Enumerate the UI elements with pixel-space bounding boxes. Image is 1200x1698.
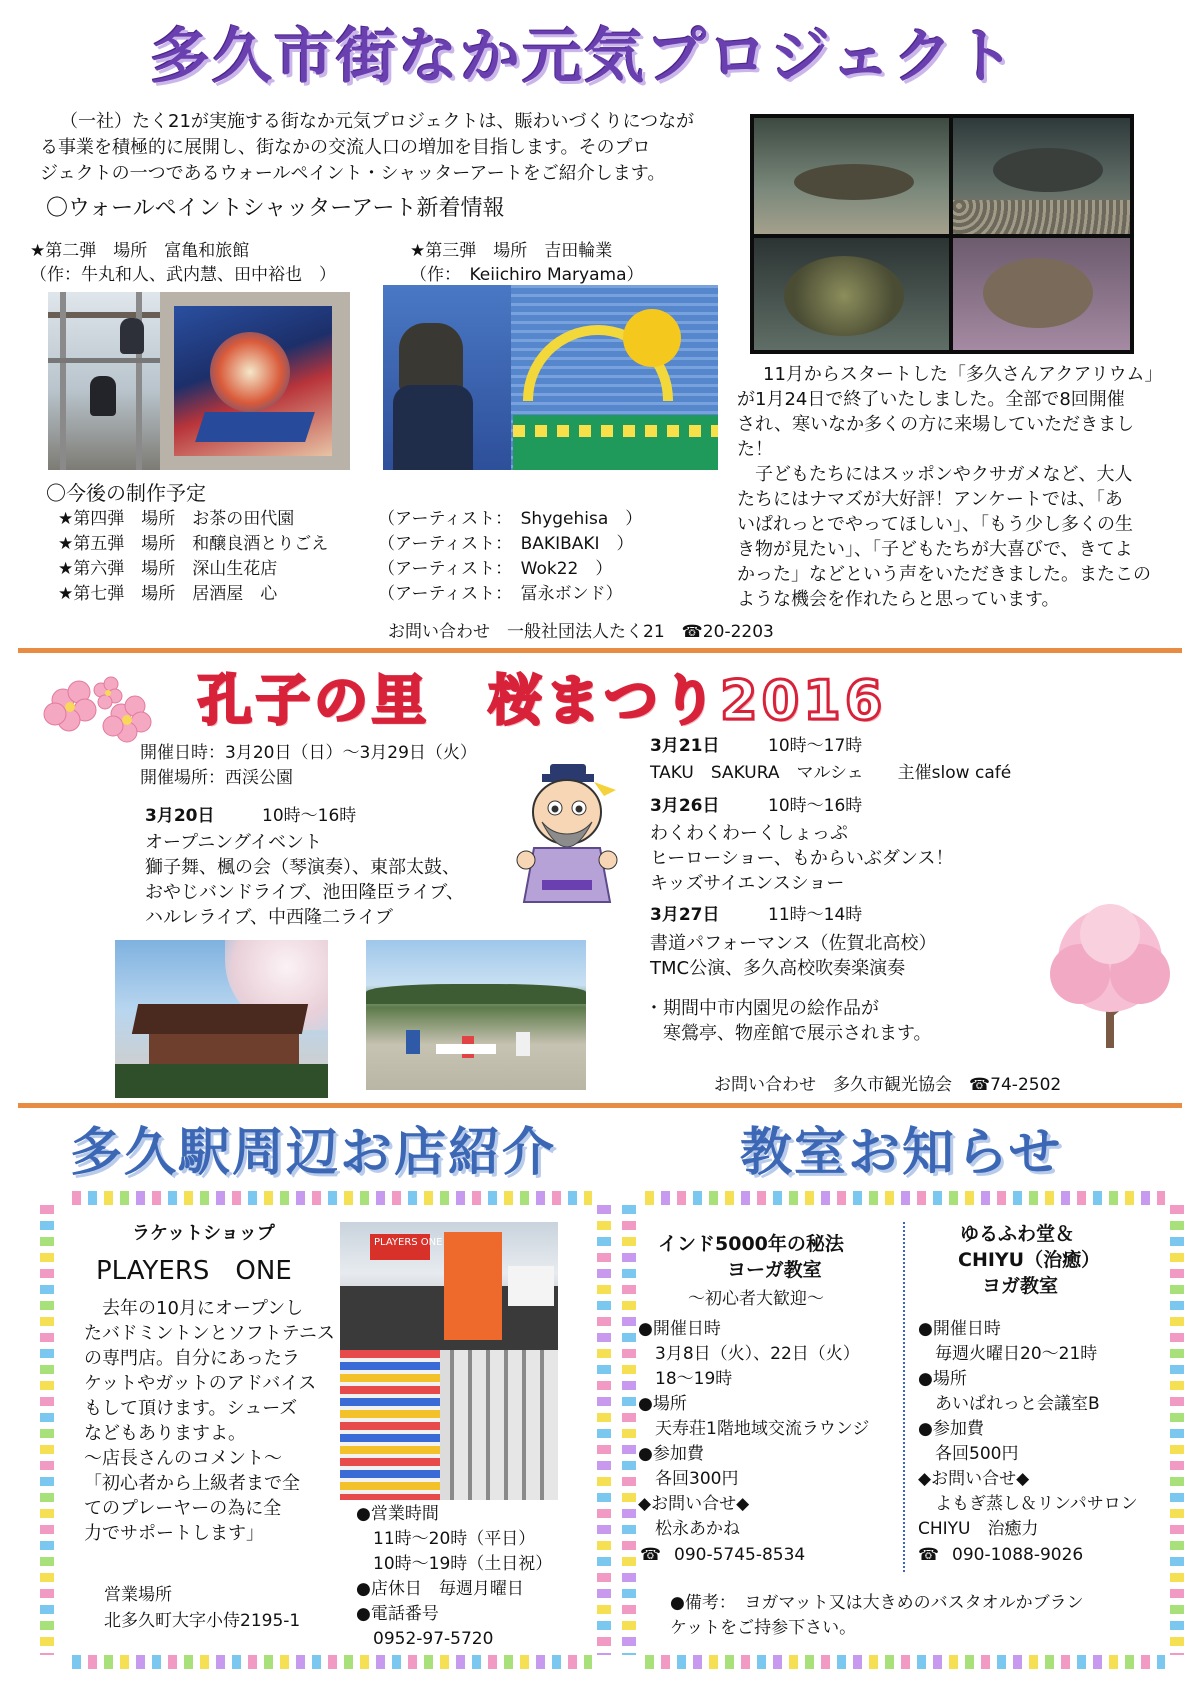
- phone-icon: ☎: [918, 1545, 940, 1565]
- aquarium-softshell-turtle-photo: [953, 238, 1130, 350]
- shop-address: 北多久町大字小侍2195-1: [104, 1611, 301, 1631]
- second-mural-label: ★第二弾 場所 富亀和旅館: [30, 241, 250, 261]
- section1-contact: お問い合わせ 一般社団法人たく21 ☎20-2203: [388, 622, 774, 642]
- shop-name: PLAYERS ONE: [96, 1256, 292, 1286]
- future-plans-heading: 〇今後の制作予定: [46, 481, 206, 505]
- mural-painting-photo-left: [48, 292, 160, 470]
- separator-1: [18, 648, 1182, 653]
- shutter-art-photo: [383, 285, 718, 470]
- festival-dates: 開催日時：3月20日（日）～3月29日（火）: [140, 743, 477, 763]
- shop-address-label: 営業場所: [104, 1585, 172, 1605]
- shop-frame-left: [40, 1205, 54, 1655]
- class-frame-top: [645, 1191, 1165, 1205]
- aquarium-photo-grid: [750, 114, 1134, 354]
- temple-sakura-photo: [115, 940, 328, 1098]
- park-festival-photo: [366, 940, 586, 1090]
- class-frame-left: [622, 1205, 636, 1655]
- separator-2: [18, 1103, 1182, 1108]
- class-notice-title: 教室お知らせ: [740, 1123, 1063, 1183]
- mural-painting-photo-right: [160, 292, 350, 470]
- confucius-mascot-illustration: [512, 762, 622, 912]
- cherry-blossom-icon: [25, 670, 165, 750]
- aquarium-fish-photo-1: [754, 118, 949, 234]
- aquarium-catfish-photo: [953, 118, 1130, 234]
- wall-paint-news-heading: 〇ウォールペイントシャッターアート新着情報: [46, 196, 505, 221]
- class-column-divider: [903, 1222, 905, 1572]
- class-frame-bottom: [645, 1655, 1165, 1669]
- shop-category: ラケットショップ: [132, 1223, 275, 1244]
- section2-contact: お問い合わせ 多久市観光協会 ☎74-2502: [714, 1075, 1062, 1095]
- festival-venue: 開催場所：西渓公園: [140, 768, 293, 788]
- third-mural-artists: （作： Keiichiro Maryama）: [410, 265, 644, 285]
- second-mural-artists: （作：牛丸和人、武内慧、田中裕也 ）: [30, 265, 336, 285]
- shop-frame-bottom: [72, 1655, 592, 1669]
- cherry-tree-illustration: [1040, 900, 1180, 1050]
- phone-icon: ☎: [640, 1545, 662, 1565]
- shop-storefront-photo: PLAYERS ONE: [340, 1222, 558, 1350]
- shop-intro-title: 多久駅周辺お店紹介: [70, 1123, 557, 1183]
- third-mural-label: ★第三弾 場所 吉田輪業: [410, 241, 613, 261]
- class-frame-right: [1170, 1205, 1184, 1655]
- shop-interior-photo: [340, 1350, 558, 1500]
- section1-title: 多久市街なか元気プロジェクト: [150, 22, 1017, 92]
- shop-frame-top: [72, 1191, 592, 1205]
- aquarium-turtle-photo: [754, 238, 949, 350]
- shop-frame-right: [597, 1205, 611, 1655]
- sakura-festival-title: 孔子の里 桜まつり2016: [198, 669, 887, 732]
